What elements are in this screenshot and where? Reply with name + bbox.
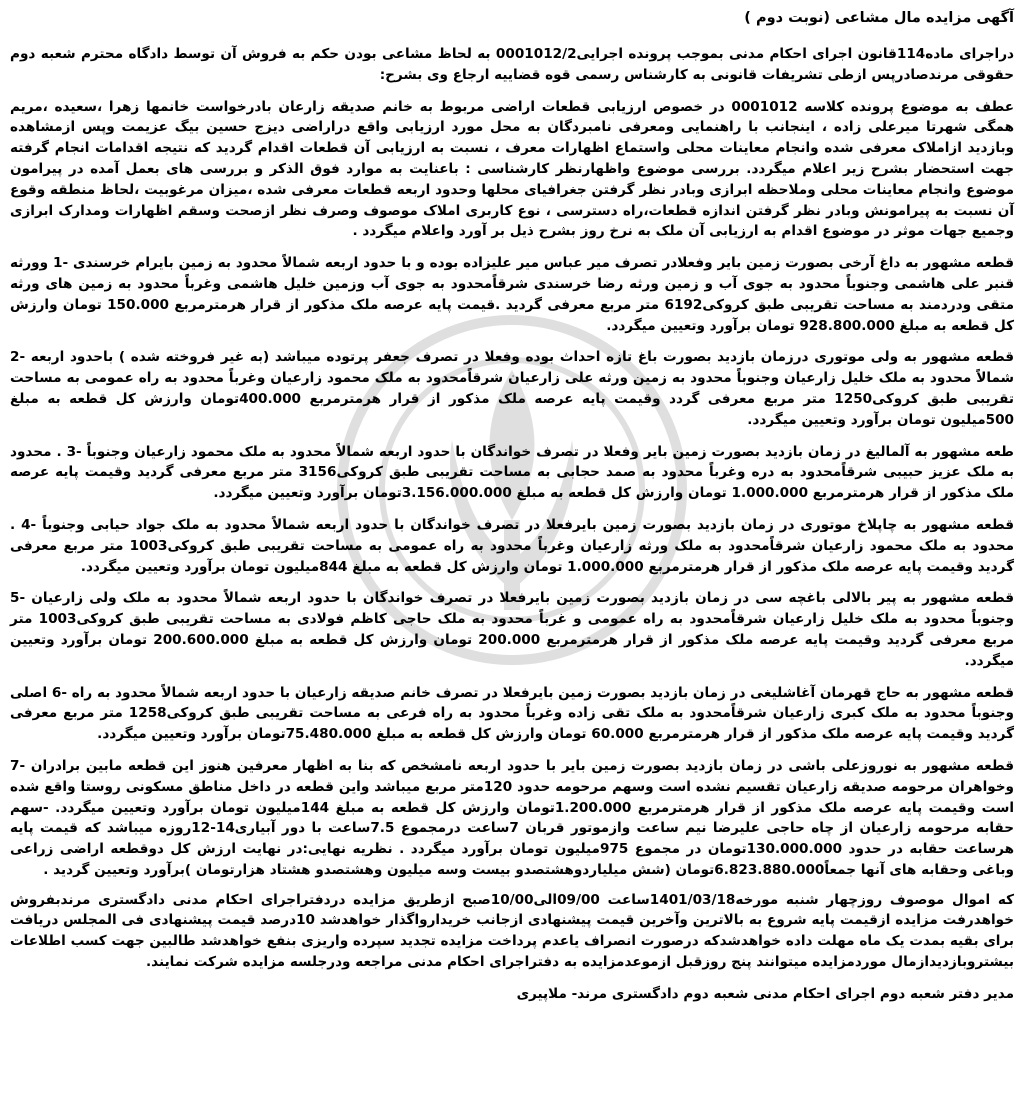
parcel-3-paragraph: طعه مشهور به آلمالیغ در زمان بازدید بصورت زمین بایر وفعلا در تصرف خواندگان با حدود اربعه شمالاً محدود به ملک محمود زارعیان وجنوباً -3 . محدود به ملک عزیز حبیبی شرقاًمحدود به دره وغرباً محدود به صمد حجابی به مساحت تقریبی طبق کروکی3156 متر مربع معرفی گردید وقیمت پایه عرصه ملک مذکور از قرار هرمترمربع 1.000.000 تومان وارزش کل قطعه به مبلغ 3.156.000.000تومان برآورد وتعیین میگردد.: [10, 443, 1015, 502]
auction-notice-paragraph: که اموال موصوف روزچهار شنبه مورخه1401/03/18ساعت 09/00الی10/00صبح ازطریق مزایده دردفتراجرای احکام مدنی دادگستری مرندبفروش خواهدرفت مزایده ازقیمت پایه شروع به بالاترین وآخرین قیمت پیشنهادی ازجانب خریدارواگذار خواهدشد 10درصد قیمت پیشنهادی فی المجلس دریافت برای بقیه بمدت یک ماه مهلت داده خواهدشدکه درصورت انصراف یاعدم پرداخت مزایده تجدید سپرده واریزی بنفع خواهدشد طالبین جهت کسب اطلاعات بیشتروبازدیدازمال موردمزایده میتوانند پنج روزقبل ازموعدمزایده به دفتراجرای احکام مدنی مراجعه ودرجلسه مزایده شرکت نمایند.: [10, 891, 1014, 971]
parcel-4-paragraph: قطعه مشهور به چاپلاخ موتوری در زمان بازدید بصورت زمین بایرفعلا در تصرف خواندگان با حدود اربعه شمالاً محدود به ملک جواد حیابی وجنوباً -4 . محدود به ملک محمود زارعیان شرقاًمحدود به ملک ورثه زارعیان وغرباً محدود به راه عمومی به مساحت تقریبی طبق کروکی1003 متر مربع معرفی گردید وقیمت پایه عرصه ملک مذکور از قرار هرمترمربع 1.000.000 تومان وارزش کل قطعه به مبلغ 844میلیون تومان برآورد وتعیین میگردد.: [10, 516, 1014, 575]
parcel-1-paragraph: قطعه مشهور به داغ آرخی بصورت زمین بایر وفعلادر تصرف میر عباس میر علیزاده بوده و با حدود اربعه شمالاً محدود به زمین بایرام خرسندی -1 وورثه قنبر علی هاشمی وجنوباً محدود به جوی آب و زمین ورثه رضا خرسندی شرقاًمحدود به جوی آب وزمین خلیل هاشمی وغرباً محدود به زمین های ورثه متقی ودردمند به مساحت تقریبی طبق کروکی6192 متر مربع معرفی گردید .قیمت پایه عرصه ملک مذکور از قرار هرمترمربع 150.000 تومان وارزش کل قطعه به مبلغ 928.800.000 تومان برآورد وتعیین میگردد.: [10, 255, 1014, 334]
parcel-7-paragraph: قطعه مشهور به نوروزعلی باشی در زمان بازدید بصورت زمین بایر با حدود اربعه نامشخص که بنا به اظهار معرفین هنوز این قطعه مابین برادران -7 وخواهران مرحومه صدیقه زارعیان تقسیم نشده است وسهم مرحومه حدود 120متر مربع میباشد واین قطعه در داخل مناطق مسکونی روستا واقع شده است وقیمت پایه عرصه ملک مذکور از قرار هرمترمربع 1.200.000تومان وارزش کل قطعه به مبلغ 144میلیون تومان برآورد وتعیین میگردد. -سهم حقابه مرحومه زارعیان از چاه حاجی علیرضا نیم ساعت وازموتور قربان 7ساعت درمجموع 7.5ساعت با دور آبیاری14-12روزه میباشد که قیمت پایه هرساعت حقابه در حدود 130.000.000تومان در مجموع 975میلیون تومان برآورد میگردد . نظریه نهایی:در نهایت ارزش کل دوقطعه اراضی زراعی وباغی وحقابه های آنها جمعاً6.823.880.000تومان (شش میلیاردوهشتصدو بیست وسه میلیون وهشتصدو هشتاد هزارتومان )برآورد وتعیین گردید .: [10, 757, 1015, 878]
parcel-6-paragraph: قطعه مشهور به حاج قهرمان آغاشلیغی در زمان بازدید بصورت زمین بایرفعلا در تصرف خانم صدیقه زارعیان با حدود اربعه شمالاً محدود به راه -6 اصلی وجنوباً محدود به ملک کبری زارعیان شرقاًمحدود به ملک تقی زاده وغرباً محدود به راه فرعی به مساحت تقریبی طبق کروکی1258 متر مربع معرفی گردید وقیمت پایه عرصه ملک مذکور از قرار هرمترمربع 60.000 تومان وارزش کل قطعه به مبلغ 75.480.000تومان برآورد وتعیین میگردد.: [10, 684, 1014, 743]
signature-line: مدیر دفتر شعبه دوم اجرای احکام مدنی شعبه دوم دادگستری مرند- ملاپیری: [516, 985, 1014, 1002]
notice-title: آگهی مزایده مال مشاعی (نوبت دوم ): [744, 10, 1014, 26]
parcel-2-paragraph: قطعه مشهور به ولی موتوری درزمان بازدید بصورت باغ تازه احداث بوده وفعلا در تصرف جعفر پرتوده میباشد (به غیر فروخته شده ) باحدود اربعه -2 شمالاً محدود به ملک خلیل زارعیان وجنوباً محدود به زمین ورثه علی زارعیان شرقاًمحدود به ملک محمود زارعیان وغرباً محدود به راه عمومی به مساحت تقریبی طبق کروکی1250 متر مربع معرفی گردد وقیمت پایه عرصه ملک مذکور از قرار هرمترمربع 400.000تومان وارزش کل قطعه به مبلغ 500میلیون تومان برآورد وتعیین میگردد.: [10, 349, 1014, 428]
intro-paragraph: دراجرای ماده114قانون اجرای احکام مدنی بموجب پرونده اجرایی0001012/2 به لحاظ مشاعی بودن حکم به فروش آن توسط دادگاه محترم شعبه دوم حقوقی مرندصادرپس ازطی تشریفات قانونی به کارشناس رسمی قوه قضاییه ارجاع وی بشرح:: [10, 46, 1014, 83]
expert-report-paragraph: عطف به موضوع پرونده کلاسه 0001012 در خصوص ارزیابی قطعات اراضی مربوط به خانم صدیقه زارعان بادرخواست خانمها زهرا ،سعیده ،مریم همگی شهرتا میرعلی زاده ، اینجانب با راهنمایی ومعرفی نامبردگان به محل مورد ارزیابی واقع دراراضی دیزج حسین بیگ عزیمت وپس ازمشاهده وبازدید ازاملاک معرفی شده وانجام معاینات محلی واستماع اظهارات معرف ، نسبت به ارزیابی آن قطعات اقدام گردید که نتیجه اقدامات انجام گرفته جهت استحضار بشرح زیر اعلام میگردد. بررسی موضوع واظهارنظر کارشناسی : باعنایت به موارد فوق الذکر و بررسی های بعمل آمده در پیرامون موضوع وانجام معاینات محلی وملاحظه ابرازی وبادر نظر گرفتن جغرافیای محلها وحدود اربعه قطعات معرفی شده ،میزان مرغوبیت ،لحاظ منطقه وقوع آن نسبت به پیرامونش وبادر نظر گرفتن اندازه قطعات،راه دسترسی ، نوع کاربری املاک موصوف وصرف نظر ازصحت وسقم اظهارات ومدارک ابرازی وجمیع جهات موثر در موضوع اقدام به ارزیابی آن ملک به نرخ روز بشرح ذیل بر آورد واعلام میگردد .: [10, 98, 1014, 240]
parcel-5-paragraph: قطعه مشهور به پیر بالالی باغچه سی در زمان بازدید بصورت زمین بایرفعلا در تصرف خواندگان با حدود اربعه شمالاً محدود به ملک ولی زارعیان -5 وجنوباً محدود به ملک خلیل زارعیان شرقاًمحدود به راه عمومی و غرباً محدود به ملک حاجی کاظم فولادی به مساحت تقریبی طبق کروکی1003 متر مربع معرفی گردید وقیمت پایه عرصه ملک مذکور از قرار هرمترمربع 200.000 تومان وارزش کل قطعه به مبلغ 200.600.000 تومان برآورد وتعیین میگردد.: [10, 590, 1015, 669]
